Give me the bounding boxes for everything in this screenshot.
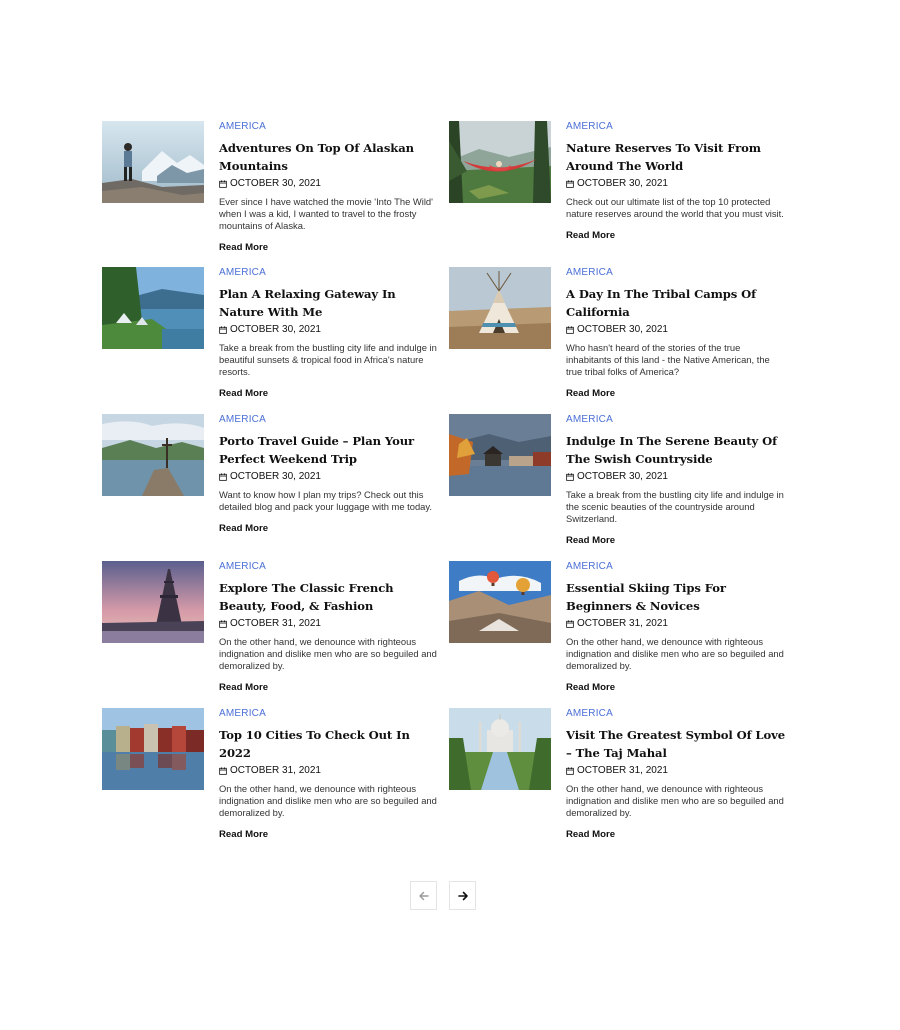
calendar-icon xyxy=(566,473,574,481)
post-date-text: OCTOBER 31, 2021 xyxy=(230,618,321,629)
calendar-icon xyxy=(219,326,227,334)
calendar-icon xyxy=(566,180,574,188)
post-title[interactable]: A Day In The Tribal Camps Of California xyxy=(566,287,757,319)
post-date xyxy=(566,765,786,777)
post-category[interactable]: AMERICA xyxy=(219,414,266,425)
post-date-text: OCTOBER 30, 2021 xyxy=(577,324,668,335)
post-date xyxy=(219,324,439,336)
post-date xyxy=(566,324,786,336)
post-title[interactable]: Plan A Relaxing Gateway In Nature With Me xyxy=(219,287,396,319)
taj-mahal-photo xyxy=(449,708,551,790)
read-more-link[interactable]: Read More xyxy=(566,682,616,693)
next-page-button[interactable] xyxy=(449,881,476,910)
post-excerpt: Take a break from the bustling city life and indulge in beautiful sunsets & tropical food in Africa's nature resorts. xyxy=(219,342,437,377)
post-title[interactable]: Essential Skiing Tips For Beginners & Novices xyxy=(566,581,726,613)
post-title[interactable]: Nature Reserves To Visit From Around The World xyxy=(566,141,761,173)
read-more-link[interactable]: Read More xyxy=(219,523,269,534)
post-date xyxy=(219,618,439,630)
post-title[interactable]: Adventures On Top Of Alaskan Mountains xyxy=(219,141,414,173)
post-date xyxy=(566,618,786,630)
post-excerpt: Check out our ultimate list of the top 10 protected nature reserves around the world that you must visit. xyxy=(566,196,784,219)
post-excerpt: Want to know how I plan my trips? Check out this detailed blog and pack your luggage with me today. xyxy=(219,489,432,512)
read-more-link[interactable]: Read More xyxy=(219,242,269,253)
post-date-text: OCTOBER 31, 2021 xyxy=(230,765,321,776)
lake-camp-photo xyxy=(102,267,204,349)
post-category[interactable]: AMERICA xyxy=(219,121,266,132)
post-thumbnail-porto[interactable] xyxy=(102,414,204,496)
post-excerpt: On the other hand, we denounce with righteous indignation and dislike men who are so beguiled and demoralized by. xyxy=(566,636,784,671)
post-title[interactable]: Explore The Classic French Beauty, Food, & Fashion xyxy=(219,581,394,613)
post-thumbnail-tribal-camps[interactable] xyxy=(449,267,551,349)
post-date-text: OCTOBER 31, 2021 xyxy=(577,765,668,776)
post-excerpt: Take a break from the bustling city life and indulge in the scenic beauties of the countryside around Switzerland. xyxy=(566,489,784,524)
post-date-text: OCTOBER 30, 2021 xyxy=(577,178,668,189)
post-date-text: OCTOBER 30, 2021 xyxy=(577,471,668,482)
harbor-houses-photo xyxy=(102,708,204,790)
calendar-icon xyxy=(219,473,227,481)
arrow-left-icon xyxy=(418,890,430,902)
post-title[interactable]: Top 10 Cities To Check Out In 2022 xyxy=(219,728,410,760)
post-excerpt: On the other hand, we denounce with righteous indignation and dislike men who are so beguiled and demoralized by. xyxy=(566,783,784,818)
post-category[interactable]: AMERICA xyxy=(566,414,613,425)
post-category[interactable]: AMERICA xyxy=(566,708,613,719)
post-thumbnail-paris[interactable] xyxy=(102,561,204,643)
read-more-link[interactable]: Read More xyxy=(566,230,616,241)
post-date xyxy=(219,178,439,190)
post-title[interactable]: Porto Travel Guide – Plan Your Perfect Weekend Trip xyxy=(219,434,415,466)
post-category[interactable]: AMERICA xyxy=(219,561,266,572)
arrow-right-icon xyxy=(457,890,469,902)
teepee-photo xyxy=(449,267,551,349)
read-more-link[interactable]: Read More xyxy=(219,388,269,399)
post-date xyxy=(566,178,786,190)
hammock-forest-photo xyxy=(449,121,551,203)
post-title[interactable]: Indulge In The Serene Beauty Of The Swish Countryside xyxy=(566,434,777,466)
post-category[interactable]: AMERICA xyxy=(219,267,266,278)
post-thumbnail-gateway-nature[interactable] xyxy=(102,267,204,349)
calendar-icon xyxy=(566,326,574,334)
post-excerpt: On the other hand, we denounce with righteous indignation and dislike men who are so beguiled and demoralized by. xyxy=(219,636,437,671)
post-date xyxy=(566,471,786,483)
post-date xyxy=(219,471,439,483)
lake-village-photo xyxy=(449,414,551,496)
calendar-icon xyxy=(566,767,574,775)
post-category[interactable]: AMERICA xyxy=(566,561,613,572)
porto-cliff-photo xyxy=(102,414,204,496)
post-date-text: OCTOBER 30, 2021 xyxy=(230,178,321,189)
post-thumbnail-top-cities[interactable] xyxy=(102,708,204,790)
post-category[interactable]: AMERICA xyxy=(219,708,266,719)
eiffel-tower-photo xyxy=(102,561,204,643)
post-excerpt: Who hasn't heard of the stories of the true inhabitants of this land - the Native American, the true tribal folks of America? xyxy=(566,342,770,377)
post-thumbnail-taj-mahal[interactable] xyxy=(449,708,551,790)
read-more-link[interactable]: Read More xyxy=(566,388,616,399)
calendar-icon xyxy=(566,620,574,628)
read-more-link[interactable]: Read More xyxy=(219,682,269,693)
post-title[interactable]: Visit The Greatest Symbol Of Love – The Taj Mahal xyxy=(566,728,786,760)
pagination xyxy=(410,881,476,910)
post-date-text: OCTOBER 30, 2021 xyxy=(230,324,321,335)
post-date xyxy=(219,765,439,777)
post-date-text: OCTOBER 31, 2021 xyxy=(577,618,668,629)
read-more-link[interactable]: Read More xyxy=(566,829,616,840)
post-thumbnail-nature-reserves[interactable] xyxy=(449,121,551,203)
post-thumbnail-alaska[interactable] xyxy=(102,121,204,203)
post-thumbnail-skiing[interactable] xyxy=(449,561,551,643)
read-more-link[interactable]: Read More xyxy=(219,829,269,840)
calendar-icon xyxy=(219,767,227,775)
post-excerpt: On the other hand, we denounce with righteous indignation and dislike men who are so beguiled and demoralized by. xyxy=(219,783,437,818)
post-date-text: OCTOBER 30, 2021 xyxy=(230,471,321,482)
read-more-link[interactable]: Read More xyxy=(566,535,616,546)
post-category[interactable]: AMERICA xyxy=(566,267,613,278)
balloons-valley-photo xyxy=(449,561,551,643)
post-thumbnail-swiss[interactable] xyxy=(449,414,551,496)
post-category[interactable]: AMERICA xyxy=(566,121,613,132)
calendar-icon xyxy=(219,620,227,628)
calendar-icon xyxy=(219,180,227,188)
prev-page-button[interactable] xyxy=(410,881,437,910)
mountain-photo xyxy=(102,121,204,203)
post-excerpt: Ever since I have watched the movie 'Into The Wild' when I was a kid, I wanted to travel to the frosty mountains of Alaska. xyxy=(219,196,433,231)
